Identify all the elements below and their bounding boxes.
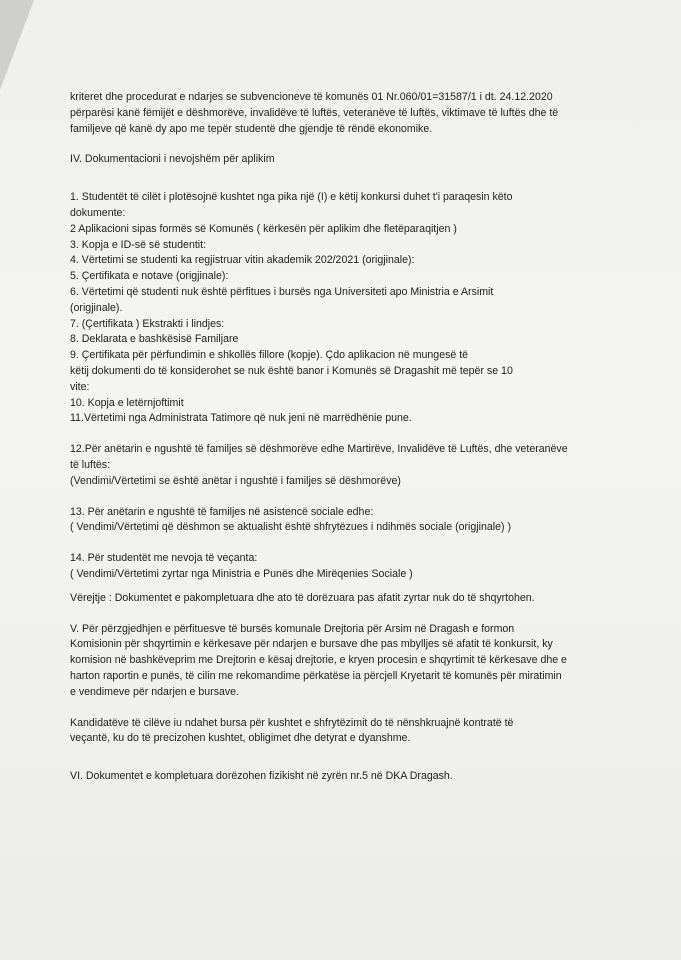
list-line: 1. Studentët të cilët i plotësojnë kushtet nga pika një (I) e këtij konkursi duhet t'i paraqesin këto <box>70 191 513 204</box>
intro-line: familjeve që kanë dy apo me tepër studentë dhe gjendje të rëndë ekonomike. <box>70 122 433 135</box>
contract-line: veçantë, ku do të precizohen kushtet, obligimet dhe detyrat e dyanshme. <box>70 732 411 745</box>
list-line: (origjinale). <box>70 301 123 314</box>
section-4-title: IV. Dokumentacioni i nevojshëm për aplikim <box>70 153 275 166</box>
list-line: 6. Vërtetimi që studenti nuk është përfitues i bursës nga Universiteti apo Ministria e Arsimit <box>70 285 494 298</box>
list-line: këtij dokumenti do të konsiderohet se nuk është banor i Komunës së Dragashit më tepër se 10 <box>70 364 513 377</box>
intro-line: përparësi kanë fëmijët e dëshmorëve, invalidëve të luftës, veteranëve të luftës, viktimave të luftës dhe të <box>70 106 559 119</box>
list-line: 5. Çertifikata e notave (origjinale): <box>70 270 229 283</box>
section-5-line: V. Për përzgjedhjen e përfituesve të bursës komunale Drejtoria për Arsim në Dragash e formon <box>70 622 515 635</box>
list-line: 9. Çertifikata për përfundimin e shkollës fillore (kopje). Çdo aplikacion në mungesë të <box>70 349 469 362</box>
item-13-line: ( Vendimi/Vërtetimi që dëshmon se aktualisht është shfrytëzues i ndihmës sociale (origjinale) ) <box>70 521 512 534</box>
item-13-line: 13. Për anëtarin e ngushtë të familjes në asistencë sociale edhe: <box>70 505 374 518</box>
list-line: 3. Kopja e ID-së së studentit: <box>70 238 207 251</box>
item-12-line: të luftës: <box>70 458 111 471</box>
list-line: 2 Aplikacioni sipas formës së Komunës ( kërkesën për aplikim dhe fletëparaqitjen ) <box>70 222 457 235</box>
intro-line: kriteret dhe procedurat e ndarjes se subvencioneve të komunës 01 Nr.060/01=31587/1 i dt. 24.12.2020 <box>70 91 553 103</box>
item-12-line: (Vendimi/Vërtetimi se është anëtar i ngushtë i familjes së dëshmorëve) <box>70 474 401 487</box>
list-line: 10. Kopja e letërnjoftimit <box>70 396 184 409</box>
list-line: dokumente: <box>70 206 126 219</box>
list-line: vite: <box>70 380 90 393</box>
section-6-line: VI. Dokumentet e kompletuara dorëzohen fizikisht në zyrën nr.5 në DKA Dragash. <box>70 770 453 783</box>
list-line: 4. Vërtetimi se studenti ka regjistruar vitin akademik 202/2021 (origjinale): <box>70 254 415 267</box>
section-5-line: e vendimeve për ndarjen e bursave. <box>70 685 240 698</box>
list-line: 7. (Çertifikata ) Ekstrakti i lindjes: <box>70 317 225 330</box>
section-5-line: komision në bashkëveprim me Drejtorin e kësaj drejtorie, e kryen procesin e shqyrtimit të kërkesave dhe e <box>70 654 567 667</box>
section-5-line: Komisionin për shqyrtimin e kërkesave për ndarjen e bursave dhe pas mbylljes së afatit të konkursit, ky <box>70 638 553 651</box>
item-12-line: 12.Për anëtarin e ngushtë të familjes së dëshmorëve edhe Martirëve, Invalidëve të Luftës, dhe veteranëve <box>70 443 568 456</box>
folded-corner <box>0 0 34 90</box>
item-14-line: 14. Për studentët me nevoja të veçanta: <box>70 552 258 565</box>
item-14-line: ( Vendimi/Vërtetimi zyrtar nga Ministria e Punës dhe Mirëqenies Sociale ) <box>70 567 413 580</box>
document-body <box>70 90 630 785</box>
list-line: 8. Deklarata e bashkësisë Familjare <box>70 333 239 346</box>
list-line: 11.Vërtetimi nga Administrata Tatimore që nuk jeni në marrëdhënie pune. <box>70 412 412 425</box>
section-5-line: harton raportin e punës, të cilin me rekomandime përkatëse ia përcjell Kryetarit të komunës për miratimin <box>70 669 562 682</box>
note-line: Vërejtje : Dokumentet e pakompletuara dhe ato të dorëzuara pas afatit zyrtar nuk do të shqyrtohen. <box>70 591 535 604</box>
contract-line: Kandidatëve të cilëve iu ndahet bursa për kushtet e shfrytëzimit do të nënshkruajnë kontratë të <box>70 716 514 729</box>
